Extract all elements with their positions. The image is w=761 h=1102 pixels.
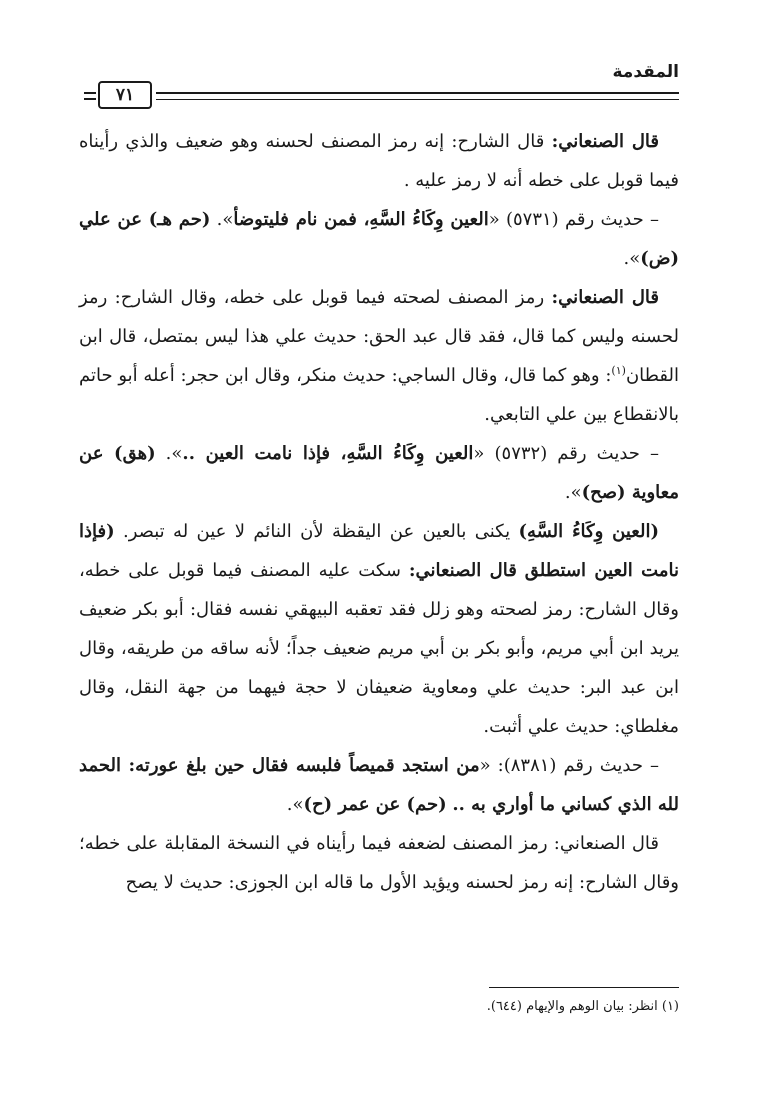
text-run: – حديث رقم (٥٧٣١) « bbox=[488, 209, 659, 230]
text-run: يكنى بالعين عن اليقظة لأن النائم لا عين له تبصر. bbox=[114, 521, 519, 542]
text-run: سكت عليه المصنف فيما قوبل على خطه، وقال الشارح: رمز لصحته وهو زلل فقد تعقبه البيهقي نفسه فقال: أبو بكر ضعيف يريد ابن أبي مريم، وأبو بكر بن أبي مريم ضعيف جداً؛ لأنه ساقه من طريقه، وقال ابن عبد البر: حديث علي ومعاوية ضعيفان لا حجة فيهما من جهة النقل، وقال مغلطاي: حديث علي أثبت. bbox=[79, 560, 679, 737]
text-run: – حديث رقم (٥٧٣٢) « bbox=[473, 443, 659, 464]
footnote-rule bbox=[489, 987, 679, 988]
text-run: (حم) عن عمر (ح) bbox=[303, 794, 447, 815]
text-run: العين وِكَاءُ السَّهِ، فمن نام فليتوضأ bbox=[233, 209, 489, 230]
paragraph bbox=[79, 824, 679, 902]
header-rule bbox=[156, 92, 679, 94]
footnote-marker: (١) bbox=[611, 364, 626, 377]
text-run: ». bbox=[564, 482, 582, 503]
text-run: قال الصنعاني: رمز المصنف لضعفه فيما رأيناه في النسخة المقابلة على خطه؛ وقال الشارح: إنه رمز لحسنه ويؤيد الأول ما قاله ابن الجوزى: حديث لا يصح bbox=[79, 833, 679, 893]
paragraph bbox=[79, 200, 679, 278]
paragraph bbox=[79, 746, 679, 824]
text-run: (حم هـ) عن علي (ض) bbox=[79, 209, 679, 269]
text-run: ». bbox=[623, 248, 641, 269]
running-title: المقدمة bbox=[612, 62, 679, 82]
page-number: ٧١ bbox=[98, 81, 152, 109]
text-run: – حديث رقم (٨٣٨١): « bbox=[479, 755, 659, 776]
paragraph bbox=[79, 278, 679, 434]
text-run bbox=[517, 560, 525, 581]
body-text bbox=[79, 122, 679, 902]
text-run: (العين وِكَاءُ السَّهِ) bbox=[518, 521, 659, 542]
text-run: ». bbox=[286, 794, 304, 815]
text-run: قال الصنعاني: bbox=[551, 131, 659, 152]
footnote: (١) انظر: بيان الوهم والإيهام (٦٤٤). bbox=[486, 999, 679, 1014]
text-run: (فإذا نامت العين استطلق bbox=[79, 521, 679, 581]
text-run: من استجد قميصاً فلبسه فقال حين بلغ عورته: الحمد لله الذي كساني ما أواري به .. bbox=[79, 755, 679, 815]
paragraph bbox=[79, 512, 679, 746]
text-run: : وهو كما قال، وقال الساجي: حديث منكر، وقال ابن حجر: أعله أبو حاتم بالانقطاع بين علي التابعي. bbox=[79, 365, 679, 425]
text-run: قال الشارح: إنه رمز المصنف لحسنه وهو ضعيف والذي رأيناه فيما قوبل على خطه أنه لا رمز عليه . bbox=[79, 131, 679, 191]
paragraph bbox=[79, 122, 679, 200]
paragraph bbox=[79, 434, 679, 512]
text-run: رمز المصنف لصحته فيما قوبل على خطه، وقال الشارح: رمز لحسنه وليس كما قال، فقد قال عبد الحق: حديث علي هذا ليس بمتصل، قال ابن القطان bbox=[79, 287, 679, 386]
text-run: العين وِكَاءُ السَّهِ، فإذا نامت العين .. bbox=[182, 443, 474, 464]
text-run: قال الصنعاني: bbox=[408, 560, 517, 581]
text-run: ». bbox=[210, 209, 234, 230]
text-run: قال الصنعاني: bbox=[551, 287, 659, 308]
text-run: ». bbox=[155, 443, 183, 464]
text-run: (هق) عن معاوية (صح) bbox=[79, 443, 679, 503]
